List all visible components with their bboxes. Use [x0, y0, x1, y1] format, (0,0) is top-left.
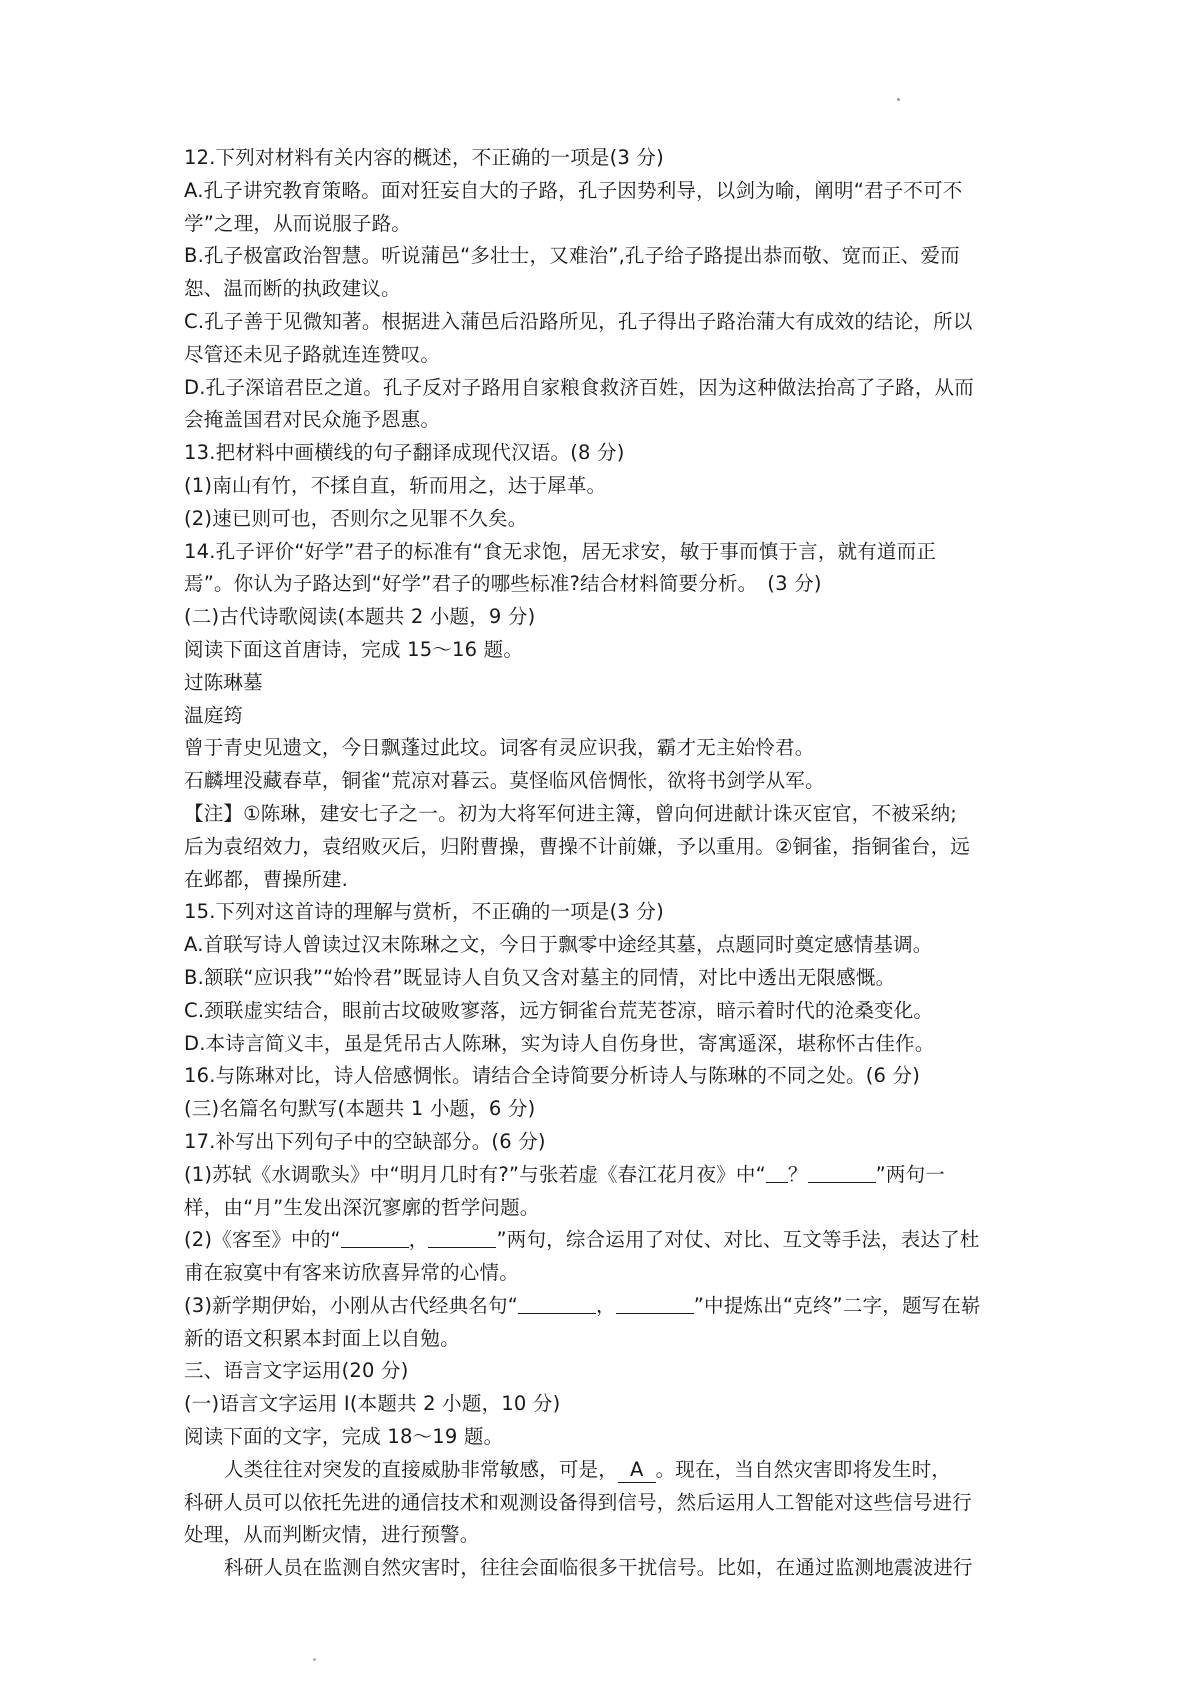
q17-item-2-text: (2)《客至》中的“ — [184, 1228, 341, 1252]
q17-item-2 — [184, 1224, 1024, 1257]
answer-blank[interactable] — [616, 1291, 694, 1314]
scan-dot — [897, 98, 900, 101]
q12-option-d-cont: 会掩盖国君对民众施予恩惠。 — [184, 408, 441, 432]
q17-stem: 17.补写出下列句子中的空缺部分。(6 分) — [184, 1129, 546, 1153]
q17-item-1-tail: ”两句一 — [875, 1162, 945, 1186]
answer-blank[interactable] — [428, 1225, 496, 1248]
question-mark: ？ — [787, 1162, 808, 1186]
language-instruction: 阅读下面的文字，完成 18～19 题。 — [184, 1425, 504, 1449]
poem-note-3: 在邺都，曹操所建. — [184, 867, 348, 891]
q12-option-a: A.孔子讲究教育策略。面对狂妄自大的子路，孔子因势利导，以剑为喻，阐明“君子不可不 — [184, 178, 963, 202]
passage-paragraph-1-cont: 科研人员可以依托先进的通信技术和观测设备得到信号，然后运用人工智能对这些信号进行 — [184, 1490, 973, 1514]
q14-stem-cont: 焉”。你认为子路达到“好学”君子的哪些标准?结合材料简要分析。 (3 分) — [184, 572, 822, 596]
q17-item-1 — [184, 1159, 1024, 1192]
q12-option-c: C.孔子善于见微知著。根据进入蒲邑后沿路所见，孔子得出子路治蒲大有成效的结论，所以 — [184, 309, 973, 333]
q14-stem: 14.孔子评价“好学”君子的标准有“食无求饱，居无求安，敏于事而慎于言，就有道而正 — [184, 539, 937, 563]
q17-item-1-cont: 样，由“月”生发出深沉寥廓的哲学问题。 — [184, 1195, 540, 1219]
poem-author: 温庭筠 — [184, 703, 244, 727]
q13-sentence-2: (2)速已则可也，否则尔之见罪不久矣。 — [184, 506, 528, 530]
q15-option-b: B.颔联“应识我”“始怜君”既显诗人自负又含对墓主的同情，对比中透出无限感慨。 — [184, 965, 896, 989]
q13-sentence-1: (1)南山有竹，不揉自直，斩而用之，达于犀革。 — [184, 473, 607, 497]
blank-comma: ， — [408, 1228, 429, 1252]
q17-item-3 — [184, 1290, 1024, 1323]
poetry-section-heading: (二)古代诗歌阅读(本题共 2 小题，9 分) — [184, 605, 536, 629]
answer-blank[interactable] — [341, 1225, 409, 1248]
poem-note-1: 【注】①陈琳，建安七子之一。初为大将军何进主簿，曾向何进献计诛灭宦官，不被采纳; — [184, 801, 958, 825]
blank-comma: ， — [596, 1293, 616, 1317]
q15-option-d: D.本诗言简义丰，虽是凭吊古人陈琳，实为诗人自伤身世，寄寓遥深，堪称怀古佳作。 — [184, 1031, 935, 1055]
q15-option-c: C.颈联虚实结合，眼前古坟破败寥落，远方铜雀台荒芜苍凉，暗示着时代的沧桑变化。 — [184, 998, 934, 1022]
poetry-instruction: 阅读下面这首唐诗，完成 15～16 题。 — [184, 637, 524, 661]
q15-option-a: A.首联写诗人曾读过汉末陈琳之文，今日于飘零中途经其墓，点题同时奠定感情基调。 — [184, 933, 933, 957]
q17-item-1-text: (1)苏轼《水调歌头》中“明月几时有?”与张若虚《春江花月夜》中“ — [184, 1162, 766, 1186]
q17-item-3-text: (3)新学期伊始，小刚从古代经典名句“ — [184, 1293, 519, 1317]
answer-blank[interactable] — [518, 1291, 596, 1314]
passage-text: 人类往往对突发的直接威胁非常敏感，可是， — [224, 1457, 619, 1481]
part-three-heading: 三、语言文字运用(20 分) — [184, 1359, 409, 1383]
q12-stem: 12.下列对材料有关内容的概述，不正确的一项是(3 分) — [184, 146, 664, 169]
q12-option-d: D.孔子深谙君臣之道。孔子反对子路用自家粮食救济百姓，因为这种做法抬高了子路，从而 — [184, 375, 974, 399]
q17-item-3-tail: ”中提炼出“克终”二字，题写在崭 — [693, 1293, 981, 1317]
q12-option-b: B.孔子极富政治智慧。听说蒲邑“多壮士，又难治”,孔子给子路提出恭而敬、宽而正、爱而 — [184, 244, 960, 268]
page-content — [184, 142, 1024, 1585]
q15-stem: 15.下列对这首诗的理解与赏析，不正确的一项是(3 分) — [184, 900, 664, 924]
answer-blank[interactable] — [808, 1160, 876, 1183]
language-section-heading: (一)语言文字运用 I(本题共 2 小题，10 分) — [184, 1392, 561, 1416]
passage-paragraph-1 — [184, 1454, 1024, 1487]
q16-stem: 16.与陈琳对比，诗人倍感惆怅。请结合全诗简要分析诗人与陈琳的不同之处。(6 分) — [184, 1064, 921, 1088]
poem-verse-2: 石麟埋没藏春草，铜雀“荒凉对暮云。莫怪临风倍惆怅，欲将书剑学从军。 — [184, 769, 825, 793]
passage-paragraph-1-end: 处理，从而判断灾情，进行预警。 — [184, 1523, 480, 1547]
answer-blank-a[interactable]: A — [618, 1458, 656, 1483]
q17-item-3-cont: 新的语文积累本封面上以自勉。 — [184, 1326, 460, 1350]
passage-paragraph-2: 科研人员在监测自然灾害时，往往会面临很多干扰信号。比如，在通过监测地震波进行 — [224, 1556, 973, 1580]
scan-dot — [313, 1658, 316, 1661]
poem-title: 过陈琳墓 — [184, 670, 263, 694]
poem-note-2: 后为袁绍效力，袁绍败灭后，归附曹操，曹操不计前嫌，予以重用。②铜雀，指铜雀台，远 — [184, 834, 970, 858]
q17-item-2-tail: ”两句，综合运用了对仗、对比、互文等手法，表达了杜 — [496, 1228, 980, 1252]
answer-blank[interactable] — [766, 1160, 788, 1183]
poem-verse-1: 曾于青史见遗文，今日飘蓬过此坟。词客有灵应识我，霸才无主始怜君。 — [184, 736, 815, 760]
q17-item-2-cont: 甫在寂寞中有客来访欣喜异常的心情。 — [184, 1261, 519, 1285]
q12-option-b-cont: 恕、温而断的执政建议。 — [184, 277, 401, 301]
dictation-section-heading: (三)名篇名句默写(本题共 1 小题，6 分) — [184, 1097, 536, 1121]
q13-stem: 13.把材料中画横线的句子翻译成现代汉语。(8 分) — [184, 441, 625, 465]
q12-option-a-cont: 学”之理，从而说服子路。 — [184, 211, 412, 235]
q12-option-c-cont: 尽管还未见子路就连连赞叹。 — [184, 342, 441, 366]
passage-text-tail: 。现在，当自然灾害即将发生时， — [655, 1457, 952, 1481]
